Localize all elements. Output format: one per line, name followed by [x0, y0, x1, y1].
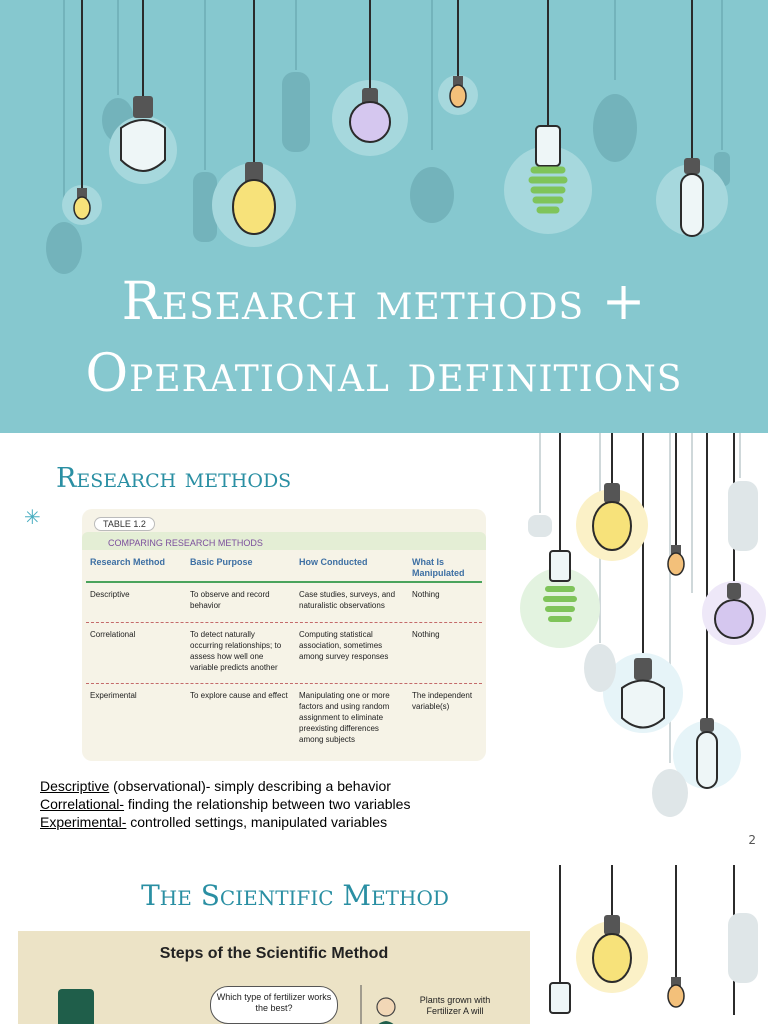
slide-heading: Research methods — [56, 463, 292, 494]
table-cell: Descriptive — [90, 590, 130, 599]
table-number-label: TABLE 1.2 — [94, 517, 155, 531]
page-number: 2 — [748, 833, 756, 847]
slide-heading: The Scientific Method — [141, 879, 449, 912]
table-cell: The independent variable(s) — [412, 691, 473, 711]
panel-divider — [360, 985, 362, 1024]
table-cell: To detect naturally occurring relationships; to assess how well one variable predicts another — [190, 630, 282, 672]
table-cell: Case studies, surveys, and naturalistic observations — [299, 590, 396, 610]
definition-text: controlled settings, manipulated variables — [126, 814, 388, 830]
side-bulbs-illustration — [520, 865, 768, 1024]
table-cell: Manipulating one or more factors and using random assignment to eliminate preexisting differences among subjects — [299, 691, 390, 744]
header-rule — [86, 581, 482, 583]
table-cell: To observe and record behavior — [190, 590, 270, 610]
definition-term: Correlational- — [40, 796, 125, 812]
row-divider — [86, 683, 482, 684]
table-cell: Nothing — [412, 630, 440, 639]
table-cell: Nothing — [412, 590, 440, 599]
slide-title-line-2: Operational definitions — [85, 344, 683, 404]
side-bulbs-illustration — [520, 433, 768, 833]
table-cell: Experimental — [90, 691, 137, 700]
row-divider — [86, 622, 482, 623]
slide-title-line-1: Research methods + — [121, 272, 647, 332]
sparkle-icon: ✳ — [24, 505, 41, 529]
title-slide — [0, 0, 768, 433]
question-bubble: Which type of fertilizer works the best? — [210, 986, 338, 1024]
table-cell: To explore cause and effect — [190, 691, 288, 700]
definition-item — [40, 813, 410, 831]
comparison-table — [82, 509, 486, 761]
scientist-icon — [364, 993, 408, 1024]
column-header: Research Method — [90, 557, 166, 567]
definition-term: Experimental- — [40, 814, 127, 830]
definition-text: finding the relationship between two variables — [124, 796, 411, 812]
hypothesis-text: Plants grown with Fertilizer A will — [419, 995, 491, 1016]
table-caption: COMPARING RESEARCH METHODS — [108, 538, 263, 548]
column-header: How Conducted — [299, 557, 368, 567]
research-methods-slide — [0, 433, 768, 865]
plant-illustration — [58, 989, 94, 1024]
table-cell: Correlational — [90, 630, 136, 639]
column-header: What Is Manipulated — [412, 557, 465, 578]
definitions-list — [40, 777, 410, 831]
table-cell: Computing statistical association, sometimes among survey responses — [299, 630, 389, 661]
column-header: Basic Purpose — [190, 557, 253, 567]
definition-item — [40, 795, 410, 813]
scientific-method-slide — [0, 865, 768, 1024]
definition-text: (observational)- simply describing a behavior — [109, 778, 391, 794]
definition-term: Descriptive — [40, 778, 110, 794]
steps-panel — [18, 931, 530, 1024]
panel-title: Steps of the Scientific Method — [159, 945, 389, 962]
hanging-bulbs-illustration — [0, 0, 768, 290]
definition-item — [40, 777, 410, 795]
